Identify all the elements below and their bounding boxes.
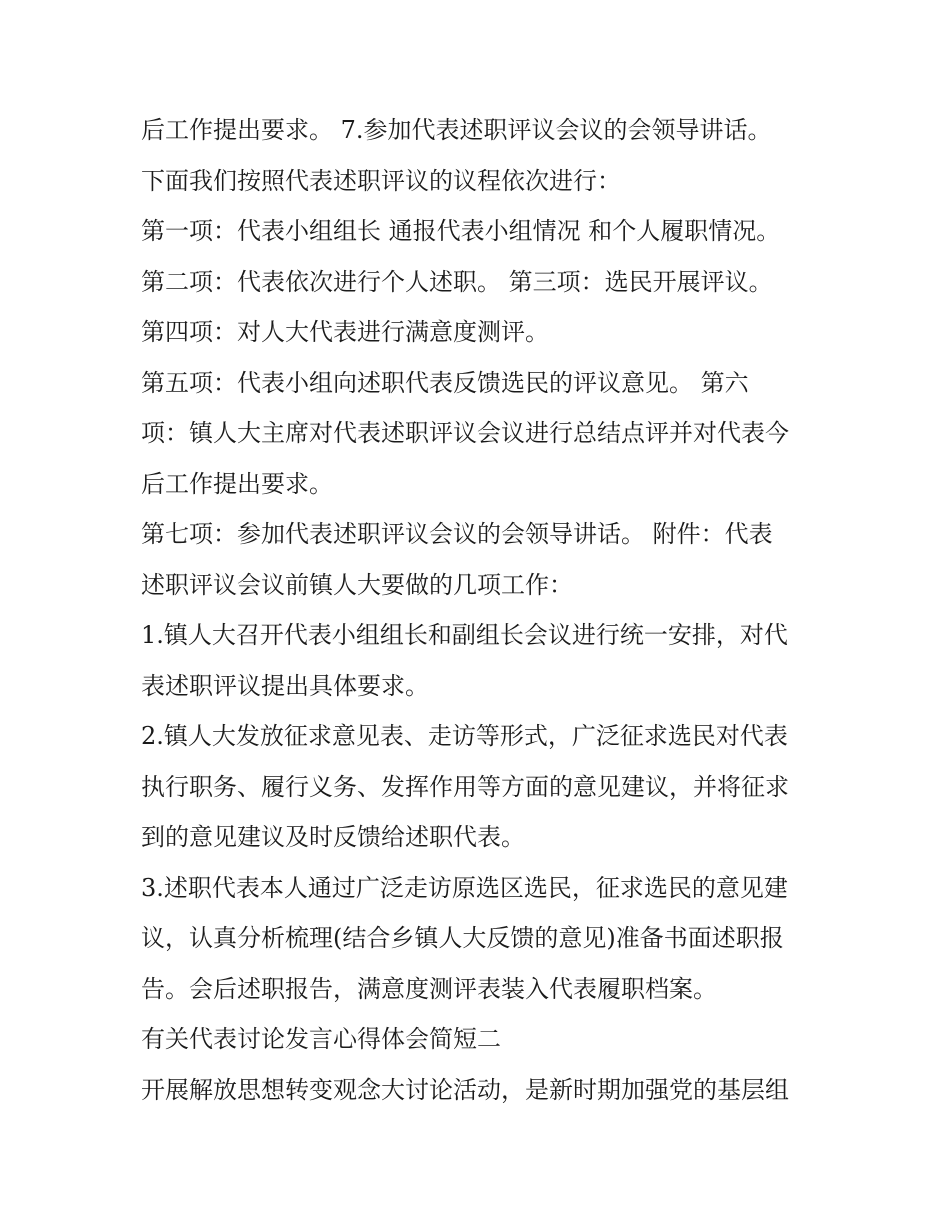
text-line: 第五项：代表小组向述职代表反馈选民的评议意见。 第六 [141, 369, 749, 397]
text-line: 2.镇人大发放征求意见表、走访等形式，广泛征求选民对代表 [141, 722, 788, 750]
text-line: 议，认真分析梳理(结合乡镇人大反馈的意见)准备书面述职报 [141, 924, 784, 952]
text-line: 述职评议会议前镇人大要做的几项工作： [141, 571, 573, 599]
text-line: 1.镇人大召开代表小组组长和副组长会议进行统一安排，对代 [141, 621, 788, 649]
text-line: 后工作提出要求。 7.参加代表述职评议会议的会领导讲话。 [141, 116, 772, 144]
text-line: 表述职评议提出具体要求。 [141, 672, 429, 700]
text-line: 到的意见建议及时反馈给述职代表。 [141, 823, 525, 851]
text-line: 第七项：参加代表述职评议会议的会领导讲话。 附件：代表 [141, 520, 773, 548]
text-line: 第二项：代表依次进行个人述职。 第三项：选民开展评议。 [141, 268, 773, 296]
section-heading: 有关代表讨论发言心得体会简短二 [141, 1025, 501, 1053]
text-line: 下面我们按照代表述职评议的议程依次进行： [141, 167, 621, 195]
text-line: 项：镇人大主席对代表述职评议会议进行总结点评并对代表今 [141, 419, 789, 447]
text-line: 第四项：对人大代表进行满意度测评。 [141, 318, 549, 346]
text-line: 执行职务、履行义务、发挥作用等方面的意见建议，并将征求 [141, 773, 789, 801]
text-line: 第一项：代表小组组长 通报代表小组情况 和个人履职情况。 [141, 217, 781, 245]
text-line: 开展解放思想转变观念大讨论活动，是新时期加强党的基层组 [141, 1076, 789, 1104]
text-line: 3.述职代表本人通过广泛走访原选区选民，征求选民的意见建 [141, 874, 788, 902]
text-line: 告。会后述职报告，满意度测评表装入代表履职档案。 [141, 975, 717, 1003]
text-line: 后工作提出要求。 [141, 470, 333, 498]
